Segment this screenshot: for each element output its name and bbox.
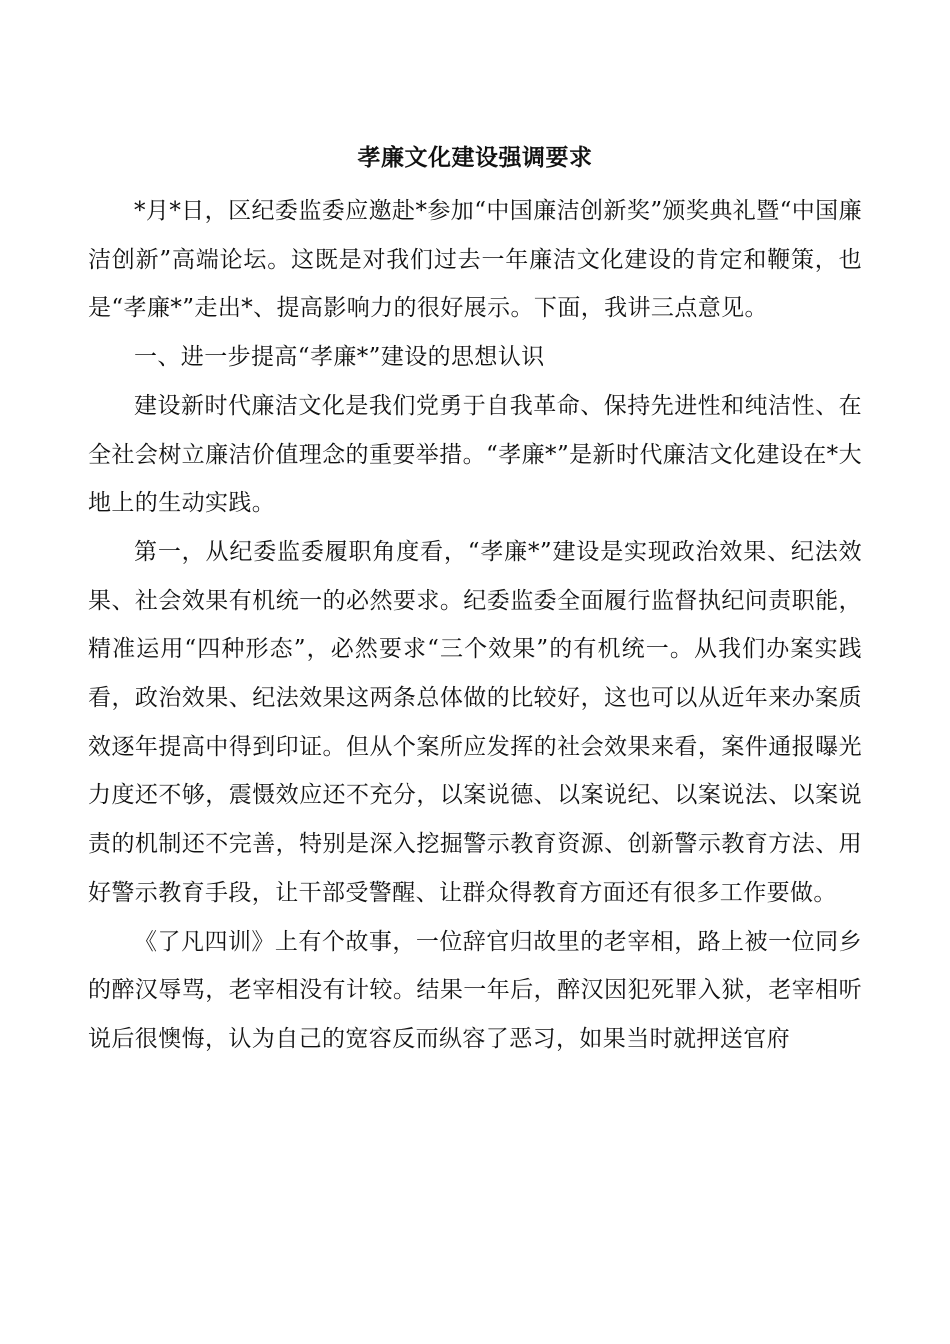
paragraph-point-1: 第一，从纪委监委履职角度看，“孝廉*”建设是实现政治效果、纪法效果、社会效果有机统一的必然要求。纪委监委全面履行监督执纪问责职能，精准运用“四种形态”，必然要求“三个效果”的有机统一。从我们办案实践看，政治效果、纪法效果这两条总体做的比较好，这也可以从近年来办案质效逐年提高中得到印证。但从个案所应发挥的社会效果来看，案件通报曝光力度还不够，震慑效应还不充分，以案说德、以案说纪、以案说法、以案说责的机制还不完善，特别是深入挖掘警示教育资源、创新警示教育方法、用好警示教育手段，让干部受警醒、让群众得教育方面还有很多工作要做。 [88, 538, 862, 906]
paragraph-intro: *月*日，区纪委监委应邀赴*参加“中国廉洁创新奖”颁奖典礼暨“中国廉洁创新”高端论坛。这既是对我们过去一年廉洁文化建设的肯定和鞭策，也是“孝廉*”走出*、提高影响力的很好展示。下面，我讲三点意见。 [88, 198, 862, 322]
document-body [88, 187, 862, 1064]
section-heading-1: 一、进一步提高“孝廉*”建设的思想认识 [134, 344, 545, 371]
document-title: 孝廉文化建设强调要求 [357, 145, 593, 171]
paragraph-background: 建设新时代廉洁文化是我们党勇于自我革命、保持先进性和纯洁性、在全社会树立廉洁价值理念的重要举措。“孝廉*”是新时代廉洁文化建设在*大地上的生动实践。 [88, 392, 862, 517]
paragraph-story: 《了凡四训》上有个故事，一位辞官归故里的老宰相，路上被一位同乡的醉汉辱骂，老宰相没有计较。结果一年后，醉汉因犯死罪入狱，老宰相听说后很懊悔，认为自己的宽容反而纵容了恶习，如果当时就押送官府 [88, 928, 862, 1052]
